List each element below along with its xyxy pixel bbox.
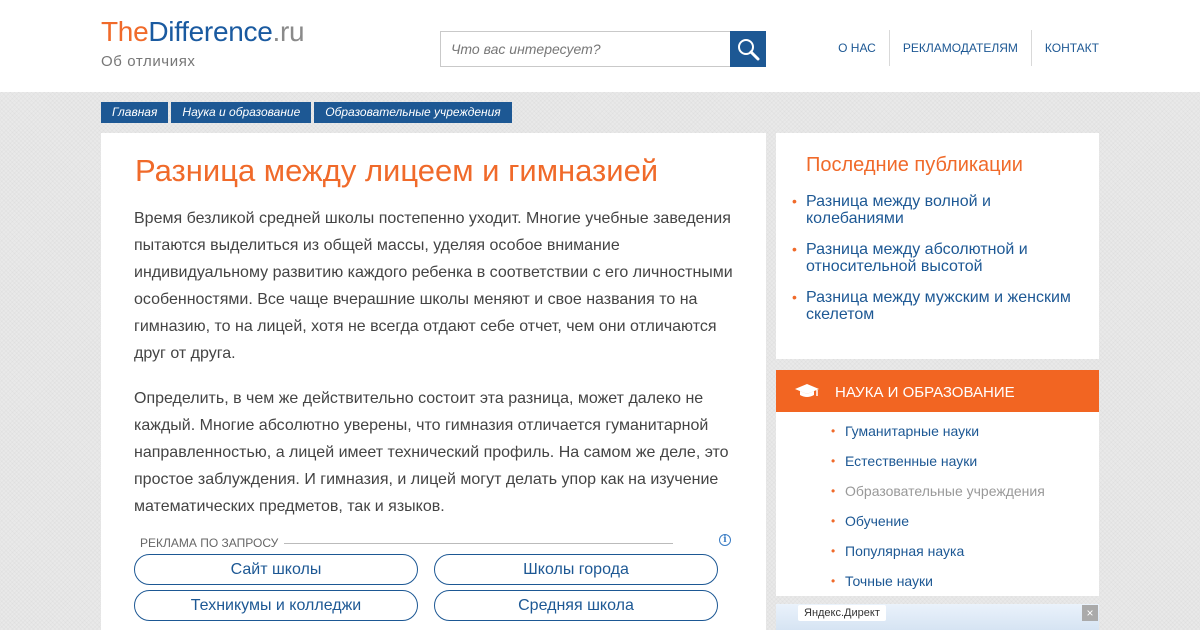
recent-post-link[interactable]: Разница между мужским и женским скелетом xyxy=(806,289,1071,323)
bullet-icon: • xyxy=(792,289,797,305)
ad-button-colleges[interactable]: Техникумы и колледжи xyxy=(134,590,418,621)
ad-divider xyxy=(281,543,673,544)
article-title: Разница между лицеем и гимназией xyxy=(135,153,659,188)
list-item xyxy=(792,241,1086,275)
breadcrumb xyxy=(101,102,515,123)
category-link-education[interactable]: Обучение xyxy=(845,513,910,529)
nav-link-about[interactable]: О НАС xyxy=(838,41,876,55)
bullet-icon: • xyxy=(831,484,836,498)
recent-post-link[interactable]: Разница между абсолютной и относительной высотой xyxy=(806,241,1028,275)
category-link-institutions[interactable]: Образовательные учреждения xyxy=(845,483,1045,499)
category-title: НАУКА И ОБРАЗОВАНИЕ xyxy=(835,384,1015,401)
site-header xyxy=(0,0,1200,92)
list-item xyxy=(831,416,1045,446)
bullet-icon: • xyxy=(831,514,836,528)
list-item xyxy=(831,566,1045,596)
list-item xyxy=(831,536,1045,566)
search-button[interactable] xyxy=(730,31,766,67)
graduation-cap-icon xyxy=(794,383,820,399)
bullet-icon: • xyxy=(792,241,797,257)
article-paragraph: Определить, в чем же действительно состоит эта разница, может далеко не каждый. Многие абсолютно уверены, что гимназия отличается гуманитарной направленностью, а лицей имеет технический профиль. На самом же деле, это простое заблуждения. И гимназия, и лицей могут делать упор как на изучение математических предметов, так и языков. xyxy=(134,390,729,515)
search-form xyxy=(440,31,766,67)
category-link-exact-sciences[interactable]: Точные науки xyxy=(845,573,934,589)
yandex-direct-label[interactable]: Яндекс.Директ xyxy=(798,605,886,621)
article-paragraph: Время безликой средней школы постепенно уходит. Многие учебные заведения пытаются выделиться из общей массы, уделяя особое внимание индивидуальному развитию каждого ребенка в соответствии с его личностными особенностями. Все чаще вчерашние школы меняют и свое названия то на гимназию, то на лицей, хотя не всегда отдают себе отчет, чем они отличаются друг от друга. xyxy=(134,210,733,362)
category-list xyxy=(831,416,1045,596)
ad-button-secondary-school[interactable]: Средняя школа xyxy=(434,590,718,621)
bullet-icon: • xyxy=(831,454,836,468)
breadcrumb-item-home[interactable]: Главная xyxy=(101,102,168,123)
nav-link-contact[interactable]: КОНТАКТ xyxy=(1031,30,1099,66)
search-icon xyxy=(736,37,760,61)
recent-post-link[interactable]: Разница между волной и колебаниями xyxy=(806,193,991,227)
ad-button-school-site[interactable]: Сайт школы xyxy=(134,554,418,585)
breadcrumb-item-institutions[interactable]: Образовательные учреждения xyxy=(314,102,511,123)
list-item xyxy=(792,193,1086,227)
list-item xyxy=(831,506,1045,536)
ad-label: РЕКЛАМА ПО ЗАПРОСУ xyxy=(140,536,284,550)
recent-posts-widget xyxy=(776,133,1099,359)
search-input[interactable] xyxy=(440,31,731,67)
top-navigation xyxy=(825,30,1099,66)
category-link-humanities[interactable]: Гуманитарные науки xyxy=(845,423,980,439)
yandex-direct-widget xyxy=(776,604,1099,630)
bullet-icon: • xyxy=(831,574,836,588)
recent-posts-title: Последние публикации xyxy=(806,154,1023,176)
category-link-popular-science[interactable]: Популярная наука xyxy=(845,543,965,559)
list-item xyxy=(831,476,1045,506)
breadcrumb-item-science[interactable]: Наука и образование xyxy=(171,102,311,123)
logo-part-the: The xyxy=(101,16,149,47)
site-tagline: Об отличиях xyxy=(101,53,196,70)
bullet-icon: • xyxy=(792,193,797,209)
nav-link-advertisers[interactable]: РЕКЛАМОДАТЕЛЯМ xyxy=(889,30,1031,66)
article-content xyxy=(101,133,766,630)
category-header[interactable] xyxy=(776,370,1099,412)
category-link-natural-sciences[interactable]: Естественные науки xyxy=(845,453,978,469)
close-icon[interactable]: × xyxy=(1082,605,1098,621)
list-item xyxy=(831,446,1045,476)
site-logo[interactable] xyxy=(101,15,304,49)
category-widget xyxy=(776,370,1099,596)
list-item xyxy=(792,289,1086,323)
ad-button-city-schools[interactable]: Школы города xyxy=(434,554,718,585)
recent-posts-list xyxy=(792,193,1086,337)
info-icon[interactable]: i xyxy=(719,534,731,546)
logo-part-ru: .ru xyxy=(272,16,305,47)
bullet-icon: • xyxy=(831,424,836,438)
logo-part-difference: Difference xyxy=(148,16,273,47)
bullet-icon: • xyxy=(831,544,836,558)
